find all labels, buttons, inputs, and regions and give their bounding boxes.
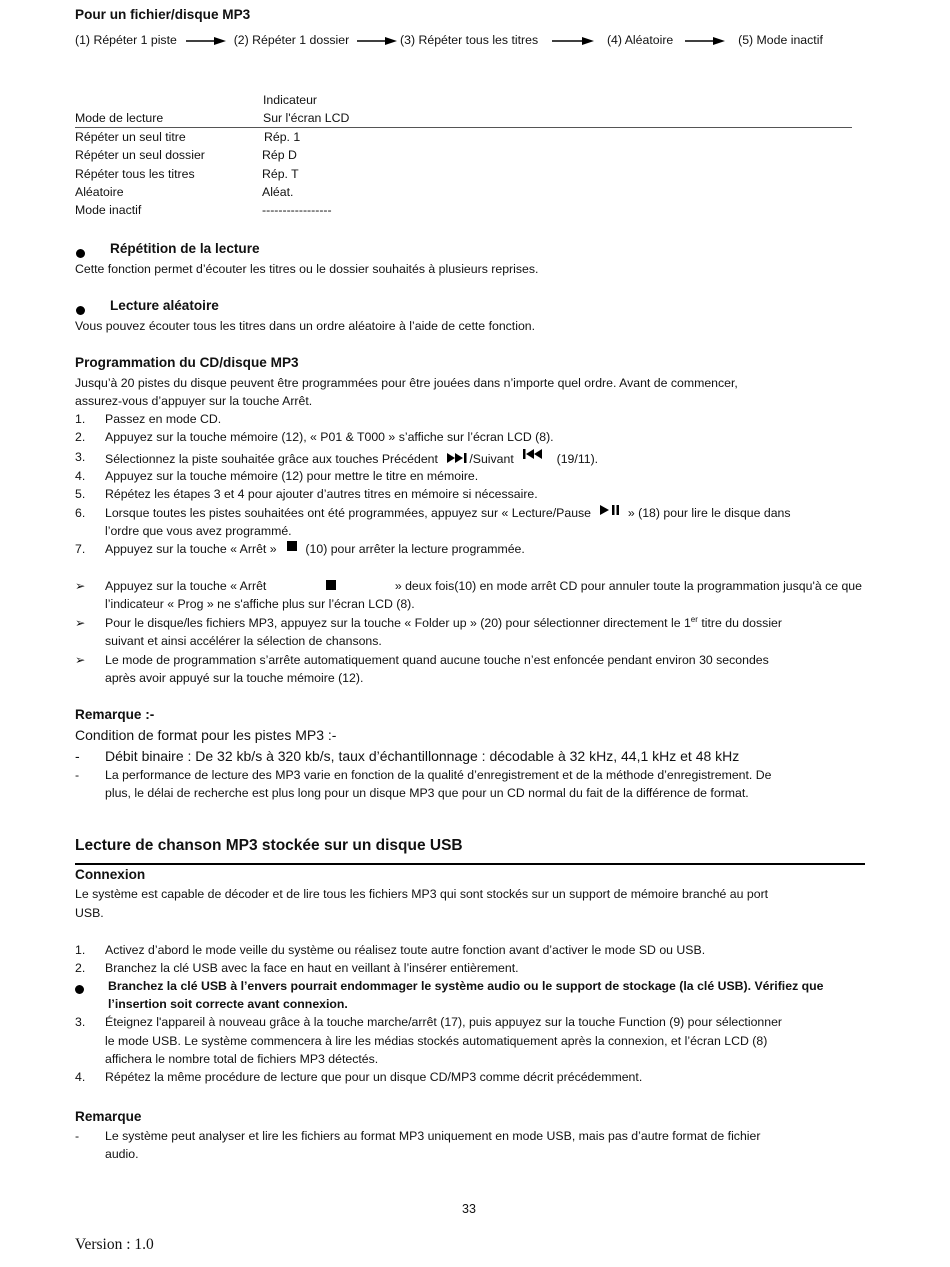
random-text: Vous pouvez écouter tous les titres dans un ordre aléatoire à l’aide de cette fonction. [75, 319, 536, 333]
table-row-indicator: ----------------- [262, 203, 332, 217]
section-divider [75, 863, 865, 865]
table-row-mode: Répéter un seul dossier [75, 148, 205, 162]
note-continuation: suivant et ainsi accélérer la sélection de chansons. [105, 634, 382, 648]
random-title: Lecture aléatoire [110, 298, 219, 313]
play-pause-icon [600, 504, 622, 516]
table-row-mode: Mode inactif [75, 203, 142, 217]
arrow-icon [552, 36, 594, 46]
mp3-section-title: Pour un fichier/disque MP3 [75, 7, 251, 22]
table-divider [75, 127, 852, 128]
warning-continuation: l’insertion soit correcte avant connexion. [108, 997, 348, 1011]
table-header-indicator: Indicateur [263, 93, 318, 107]
arrowhead-bullet-icon: ➢ [75, 579, 86, 593]
arrow-icon [186, 36, 226, 46]
stop-icon [286, 540, 298, 552]
list-item-continuation: audio. [105, 1147, 139, 1161]
stop-icon [325, 579, 337, 591]
connection-title: Connexion [75, 867, 146, 882]
repeat-title: Répétition de la lecture [110, 241, 260, 256]
table-row-indicator: Rép D [262, 148, 297, 162]
mode-sequence [75, 31, 823, 49]
remark-title: Remarque [75, 1109, 142, 1124]
connection-text: USB. [75, 906, 104, 920]
list-item-continuation: affichera le nombre total de fichiers MP3 détectés. [105, 1052, 379, 1066]
version-label: Version : 1.0 [75, 1236, 154, 1253]
table-row-indicator: Rép. T [262, 167, 299, 181]
mode-1: (1) Répéter 1 piste [75, 33, 177, 47]
list-item-continuation: le mode USB. Le système commencera à lire les médias stockés automatiquement après la connexion, et l’écran LCD (8) [105, 1034, 768, 1048]
mode-2: (2) Répéter 1 dossier [233, 33, 350, 47]
arrow-icon [357, 36, 397, 46]
usb-section-title: Lecture de chanson MP3 stockée sur un disque USB [75, 837, 463, 854]
mode-4: (4) Aléatoire [606, 33, 674, 47]
note-continuation: après avoir appuyé sur la touche mémoire (12). [105, 671, 364, 685]
list-item-continuation: plus, le délai de recherche est plus long pour un disque MP3 que pour un CD normal du fait de la différence de format. [105, 786, 749, 800]
next-track-icon [447, 452, 469, 464]
arrowhead-bullet-icon: ➢ [75, 653, 86, 667]
remark-title: Remarque :- [75, 707, 155, 722]
table-row-indicator: Aléat. [262, 185, 294, 199]
format-condition: Condition de format pour les pistes MP3 :- [75, 727, 337, 743]
programming-title: Programmation du CD/disque MP3 [75, 355, 299, 370]
note-continuation: l’indicateur « Prog » ne s'affiche plus sur l’écran LCD (8). [105, 597, 415, 611]
page-number: 33 [462, 1202, 476, 1216]
programming-intro: assurez-vous d’appuyer sur la touche Arrêt. [75, 394, 313, 408]
table-header-lcd: Sur l'écran LCD [263, 111, 350, 125]
previous-track-icon [523, 448, 545, 460]
table-row-indicator: Rép. 1 [264, 130, 301, 144]
table-row-mode: Répéter tous les titres [75, 167, 195, 181]
mode-5: (5) Mode inactif [738, 33, 823, 47]
table-row-mode: Aléatoire [75, 185, 124, 199]
arrow-icon [685, 36, 725, 46]
table-row-mode: Répéter un seul titre [75, 130, 186, 144]
table-header-mode: Mode de lecture [75, 111, 164, 125]
mode-3: (3) Répéter tous les titres [400, 33, 539, 47]
arrowhead-bullet-icon: ➢ [75, 616, 86, 630]
connection-text: Le système est capable de décoder et de lire tous les fichiers MP3 qui sont stockés sur un support de mémoire branché au port [75, 887, 769, 901]
programming-intro: Jusqu’à 20 pistes du disque peuvent être programmées pour être jouées dans n’importe quel ordre. Avant de commencer, [75, 376, 738, 390]
bullet-icon [75, 981, 84, 999]
list-item-continuation: l’ordre que vous avez programmé. [105, 524, 292, 538]
repeat-text: Cette fonction permet d’écouter les titres ou le dossier souhaités à plusieurs reprises. [75, 262, 539, 276]
